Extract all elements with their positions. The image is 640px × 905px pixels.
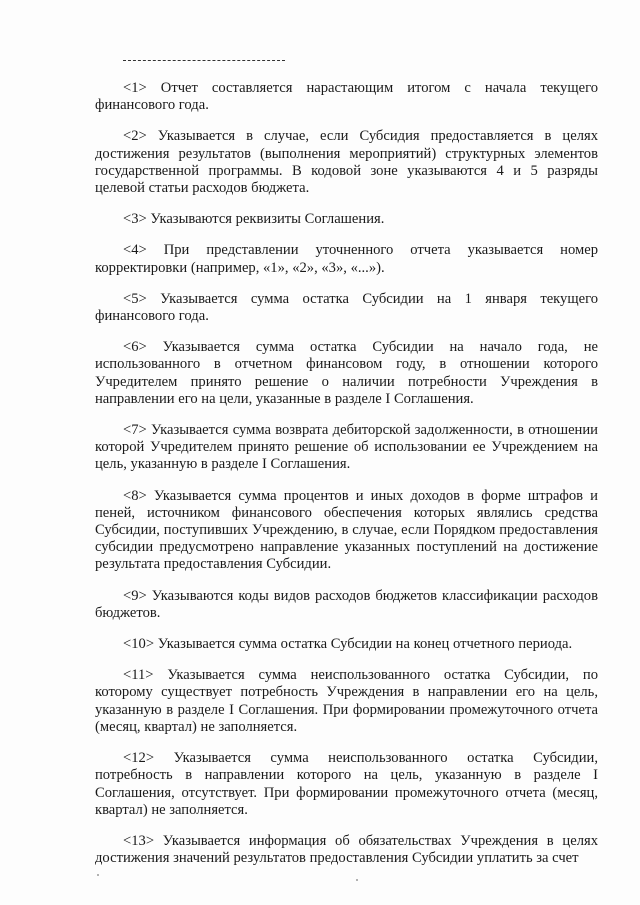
footnote-text: Указывается информация об обязательствах Учреждения в целях достижения значений результатов предоставления Субсидии уплатить за счет [95, 832, 598, 867]
footnote-number: <13> [123, 832, 155, 849]
footnote-6 [95, 339, 598, 408]
footnote-number: <10> [123, 636, 155, 653]
footnote-text: Отчет составляется нарастающим итогом с начала текущего финансового года. [95, 80, 598, 114]
footnote-4 [95, 242, 598, 276]
footnote-number: <2> [123, 128, 147, 145]
footnote-text: Указываются коды видов расходов бюджетов классификации расходов бюджетов. [95, 587, 598, 621]
footnote-text: Указывается сумма неиспользованного остатка Субсидии, по которому существует потребность Учреждения в направлении его на цель, указанную в разделе I Соглашения. При формировании промежуточного отчета (месяц, квартал) не заполняется. [95, 667, 598, 735]
footnote-11 [95, 667, 598, 736]
footnote-2 [95, 128, 598, 197]
footnote-text: Указывается сумма остатка Субсидии на начало года, не использованного в отчетном финансовом году, в отношении которого Учредителем принято решение о наличии потребности Учреждения в направлении его на цели, указанные в разделе I Соглашения. [95, 339, 598, 407]
footnote-text: Указываются реквизиты Соглашения. [146, 211, 385, 228]
footnote-9 [95, 588, 598, 622]
scan-speck [356, 879, 358, 881]
footnote-12 [95, 750, 598, 819]
footnote-1 [95, 80, 598, 114]
footnote-number: <5> [123, 290, 147, 307]
footnote-5 [95, 291, 598, 325]
footnote-text: Указывается в случае, если Субсидия предоставляется в целях достижения результатов (выполнения мероприятий) структурных элементов государственной программы. В кодовой зоне указываются 4 и 5 разряды целевой статьи расходов бюджета. [95, 128, 598, 197]
footnote-text: Указывается сумма неиспользованного остатка Субсидии, потребность в направлении которого на цель, указанную в разделе I Соглашения, отсутствует. При формировании промежуточного отчета (месяц, квартал) не заполняется. [95, 750, 598, 818]
footnote-number: <7> [123, 422, 147, 439]
footnote-number: <6> [123, 339, 147, 356]
footnote-number: <9> [123, 587, 147, 604]
footnote-number: <3> [123, 211, 147, 228]
footnote-text: При представлении уточненного отчета указывается номер корректировки (например, «1», «2», «3», «...»). [95, 242, 598, 276]
footnote-8 [95, 488, 598, 574]
footnote-7 [95, 422, 598, 474]
footnote-13 [95, 833, 598, 867]
footnote-separator [123, 60, 285, 61]
footnote-text: Указывается сумма остатка Субсидии на 1 января текущего финансового года. [95, 290, 598, 325]
footnote-text: Указывается сумма остатка Субсидии на конец отчетного периода. [154, 636, 573, 653]
footnote-number: <1> [123, 80, 147, 96]
footnote-10 [95, 636, 598, 653]
footnote-number: <12> [123, 750, 155, 767]
scan-speck [97, 874, 99, 876]
footnote-text: Указывается сумма возврата дебиторской задолженности, в отношении которой Учредителем принято решение об использовании ее Учреждением на цель, указанную в разделе I Соглашения. [95, 422, 598, 473]
footnotes-list [95, 80, 598, 881]
footnote-3 [95, 211, 598, 228]
footnote-number: <4> [123, 242, 147, 259]
footnote-number: <8> [123, 487, 147, 504]
footnote-text: Указывается сумма процентов и иных доходов в форме штрафов и пеней, источником финансового обеспечения которых являлись средства Субсидии, поступивших Учреждению, в случае, если Порядком предоставления субсидии предусмотрено направление указанных поступлений на достижение результата предоставления Субсидии. [95, 487, 598, 573]
footnote-number: <11> [123, 667, 154, 684]
